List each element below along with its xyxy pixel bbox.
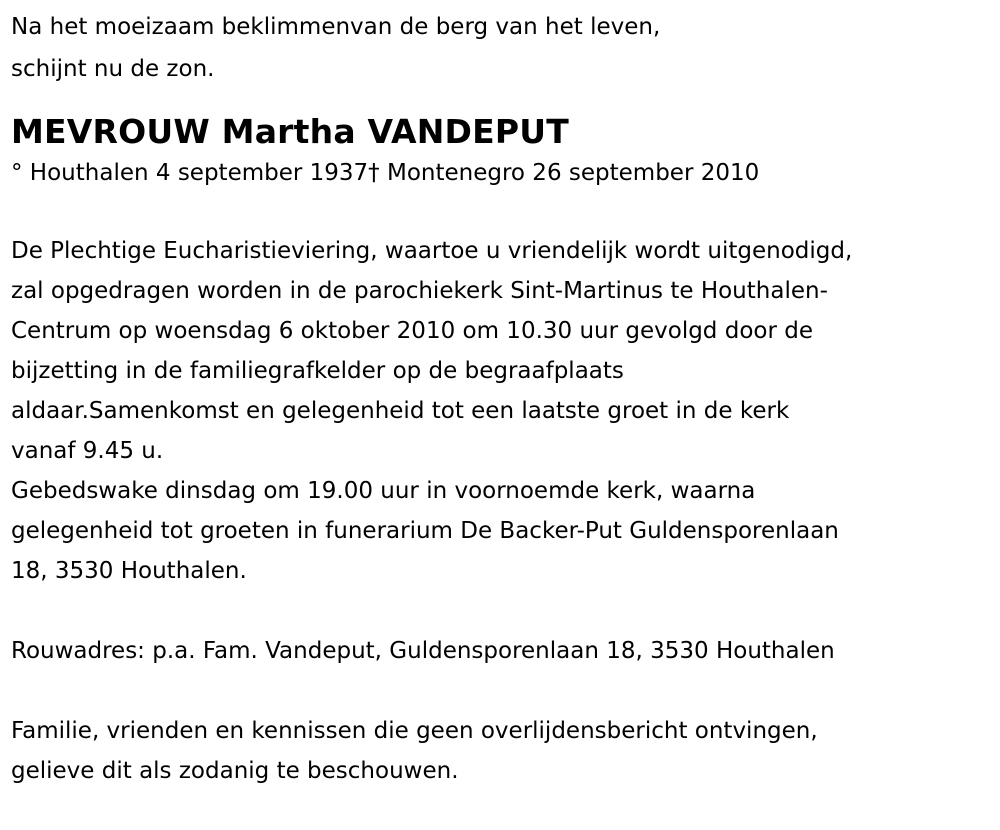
ceremony-line-3: Centrum op woensdag 6 oktober 2010 om 10.30 uur gevolgd door de: [11, 318, 813, 344]
closing-line-1: Familie, vrienden en kennissen die geen overlijdensbericht ontvingen,: [11, 718, 818, 744]
ceremony-line-4: bijzetting in de familiegrafkelder op de begraafplaats: [11, 358, 624, 384]
spacer: [11, 191, 991, 231]
ceremony-line-6: vanaf 9.45 u.: [11, 438, 164, 464]
closing-note: [11, 711, 991, 791]
ceremony-line-5: aldaar.Samenkomst en gelegenheid tot een laatste groet in de kerk: [11, 398, 790, 424]
spacer: [11, 591, 991, 631]
ceremony-details: [11, 231, 991, 591]
ceremony-line-9: 18, 3530 Houthalen.: [11, 558, 247, 584]
mourning-address: Rouwadres: p.a. Fam. Vandeput, Guldensporenlaan 18, 3530 Houthalen: [11, 638, 835, 664]
ceremony-line-2: zal opgedragen worden in de parochiekerk Sint-Martinus te Houthalen-: [11, 278, 828, 304]
obituary-notice: [11, 6, 991, 791]
ceremony-line-8: gelegenheid tot groeten in funerarium De Backer-Put Guldensporenlaan: [11, 518, 839, 544]
birth-death-dates: ° Houthalen 4 september 1937† Montenegro 26 september 2010: [11, 160, 760, 186]
spacer: [11, 671, 991, 711]
ceremony-line-7: Gebedswake dinsdag om 19.00 uur in voornoemde kerk, waarna: [11, 478, 756, 504]
motto-line-2: schijnt nu de zon.: [11, 56, 215, 82]
deceased-name: MEVROUW Martha VANDEPUT: [11, 112, 569, 151]
motto: [11, 6, 991, 90]
closing-line-2: gelieve dit als zodanig te beschouwen.: [11, 758, 459, 784]
ceremony-line-1: De Plechtige Eucharistieviering, waartoe u vriendelijk wordt uitgenodigd,: [11, 238, 853, 264]
motto-line-1: Na het moeizaam beklimmenvan de berg van het leven,: [11, 14, 661, 40]
